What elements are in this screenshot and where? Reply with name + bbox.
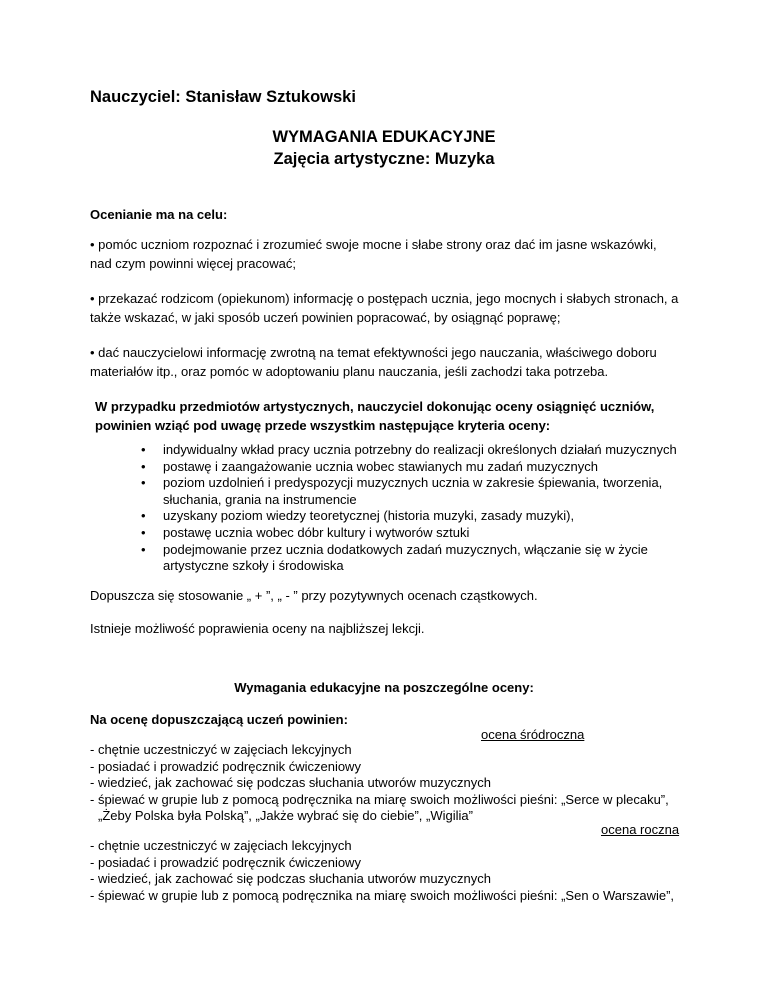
- bullet-icon: •: [141, 508, 146, 524]
- bullet-icon: •: [141, 442, 146, 457]
- bullet-icon: •: [141, 458, 146, 474]
- list-item: - śpiewać w grupie lub z pomocą podręcznika na miarę swoich możliwości pieśni: „Sen o Warszawie”,: [90, 887, 675, 903]
- list-item: - chętnie uczestniczyć w zajęciach lekcyjnych: [90, 838, 352, 853]
- annual-label: ocena roczna: [601, 822, 680, 837]
- list-item: - wiedzieć, jak zachować się podczas słuchania utworów muzycznych: [90, 871, 492, 887]
- title-line-1: WYMAGANIA EDUKACYJNE: [272, 128, 496, 146]
- midterm-requirements-list: [90, 742, 700, 825]
- list-item: • postawę i zaangażowanie ucznia wobec stawianych mu zadań muzycznych: [141, 458, 599, 474]
- list-item: • indywidualny wkład pracy ucznia potrzebny do realizacji określonych działań muzycznych: [141, 442, 677, 457]
- list-item: • uzyskany poziom wiedzy teoretycznej (historia muzyki, zasady muzyki),: [141, 508, 575, 524]
- list-item: - wiedzieć, jak zachować się podczas słuchania utworów muzycznych: [90, 775, 492, 791]
- goals-heading: Ocenianie ma na celu:: [90, 207, 228, 222]
- grading-note-correction: Istnieje możliwość poprawienia oceny na najbliższej lekcji.: [90, 621, 425, 636]
- bullet-icon: •: [141, 475, 146, 491]
- grading-note-plus-minus: Dopuszcza się stosowanie „ + ”, „ - ” przy pozytywnych ocenach cząstkowych.: [90, 588, 538, 603]
- document-title: [0, 126, 768, 170]
- list-item: - chętnie uczestniczyć w zajęciach lekcyjnych: [90, 742, 352, 757]
- list-item: - posiadać i prowadzić podręcznik ćwiczeniowy: [90, 758, 361, 774]
- criteria-intro: W przypadku przedmiotów artystycznych, nauczyciel dokonując oceny osiągnięć uczniów, powinien wziąć pod uwagę przede wszystkim następujące kryteria oceny:: [95, 399, 655, 433]
- goal-paragraph-2: • przekazać rodzicom (opiekunom) informację o postępach ucznia, jego mocnych i słabych stronach, a także wskazać, w jaki sposób uczeń powinien popracować, by osiągnąć poprawę;: [90, 291, 679, 325]
- list-item: „Żeby Polska była Polską”, „Jakże wybrać się do ciebie”, „Wigilia”: [98, 808, 473, 824]
- bullet-icon: •: [141, 541, 146, 557]
- list-item: • poziom uzdolnień i predyspozycji muzycznych ucznia w zakresie śpiewania, tworzenia, słuchania, grania na instrumencie: [141, 475, 663, 507]
- list-item: • podejmowanie przez ucznia dodatkowych zadań muzycznych, włączanie się w życie artystyczne szkoły i środowiska: [141, 541, 648, 574]
- grade-heading-dopuszczajaca: Na ocenę dopuszczającą uczeń powinien:: [90, 712, 348, 727]
- goal-paragraph-3: • dać nauczycielowi informację zwrotną na temat efektywności jego nauczania, właściwego doboru materiałów itp., oraz pomóc w adoptowaniu planu nauczania, jeśli zachodzi taka potrzeba.: [90, 345, 657, 379]
- title-line-2: Zajęcia artystyczne: Muzyka: [273, 150, 495, 168]
- requirements-heading: Wymagania edukacyjne na poszczególne oceny:: [234, 680, 534, 695]
- goal-paragraph-1: • pomóc uczniom rozpoznać i zrozumieć swoje mocne i słabe strony oraz dać im jasne wskazówki, nad czym powinni więcej pracować;: [90, 237, 657, 271]
- list-item: - posiadać i prowadzić podręcznik ćwiczeniowy: [90, 854, 361, 870]
- bullet-icon: •: [141, 524, 146, 540]
- list-item: • postawę ucznia wobec dóbr kultury i wytworów sztuki: [141, 524, 470, 540]
- midterm-label: ocena śródroczna: [481, 727, 585, 742]
- teacher-name: Nauczyciel: Stanisław Sztukowski: [90, 88, 356, 106]
- criteria-list: [141, 442, 703, 575]
- annual-requirements-list: [90, 838, 700, 904]
- list-item: - śpiewać w grupie lub z pomocą podręcznika na miarę swoich możliwości pieśni: „Serce w plecaku”,: [90, 791, 669, 807]
